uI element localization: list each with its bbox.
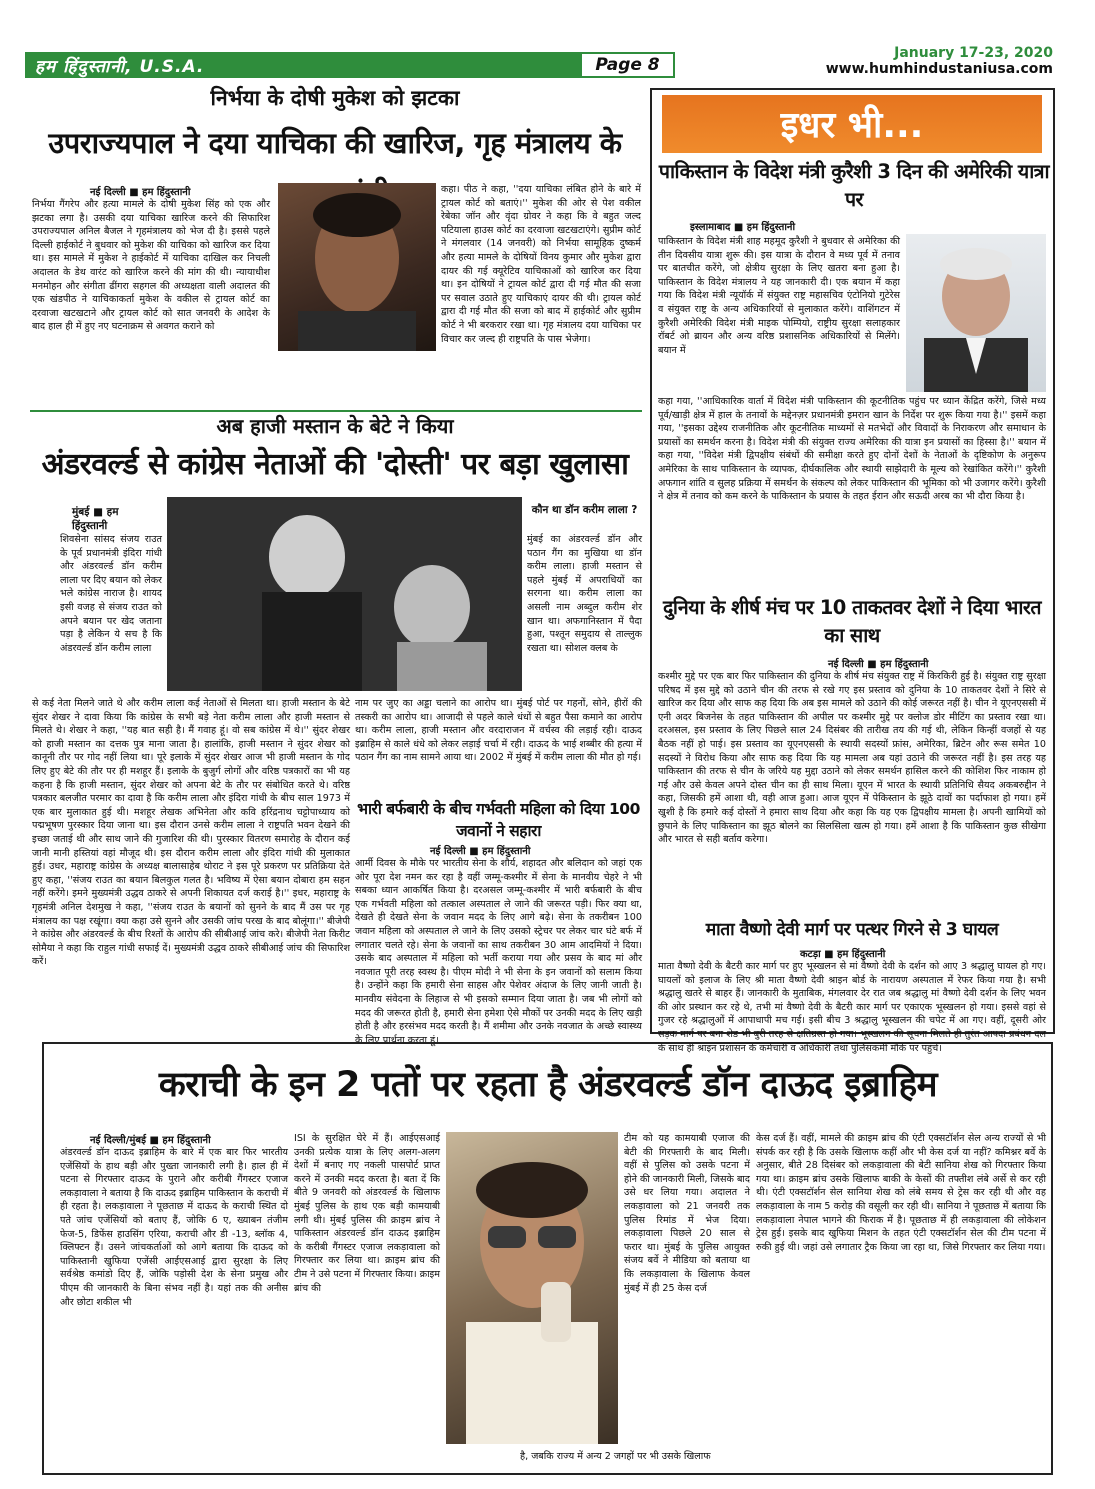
right-story1-byline: इस्लामाबाद ■ हम हिंदुस्तानी	[690, 222, 796, 233]
story3-headline: भारी बर्फबारी के बीच गर्भवती महिला को दिया 100 जवानों ने सहारा	[357, 800, 640, 840]
right-story3-byline: कटड़ा ■ हम हिंदुस्तानी	[800, 949, 886, 960]
masthead-bar	[25, 52, 660, 78]
bottom-col1: अंडरवर्ल्ड डॉन दाऊद इब्राहिम के बारे में एक बार फिर भारतीय एजेंसियों के हाथ बड़ी और पुख्ता जानकारी लगी है। हाल ही में पटना से गिरफ्तार दाऊद के पुराने और करीबी गैंगस्टर एजाज लकड़ावाला ने बताया है कि दाऊद इब्राहिम पाकिस्तान के कराची में ही रहता है। लकड़ावाला ने पूछताछ में दाऊद के कराची स्थित दो पते जांच एजेंसियों को बताए हैं, जोकि 6 ए, ख्याबन तंजीम फेज-5, डिफेंस हाउसिंग एरिया, कराची और डी -13, ब्लॉक 4, क्लिफ्टन हैं। उसने जांचकर्ताओं को आगे बताया कि दाऊद को पाकिस्तानी खुफिया एजेंसी आईएसआई द्वारा सुरक्षा के लिए सर्वश्रेष्ठ कमांडो दिए हैं, जोकि पड़ोसी देश के सेना प्रमुख और पीएम की जानकारी के बिना संभव नहीं है। यहां तक की अनीस और छोटा शकील भी	[60, 1147, 288, 1308]
right-story1-cont: कहा गया, ''आधिकारिक वार्ता में विदेश मंत्री पाकिस्तान की कूटनीतिक पहुंच पर ध्यान केंद्रित करेंगे, जिसे मध्य पूर्व/खाड़ी क्षेत्र में हाल के तनावों के मद्देनज़र प्रधानमंत्री इमरान खान के निर्देश पर शुरू किया गया है।'' इसमें कहा गया, ''इसका उद्देश्य राजनीतिक और कूटनीतिक माध्यमों से मतभेदों और विवादों के निराकरण और समाधान के प्रयासों का समर्थन करना है। विदेश मंत्री की संयुक्त राज्य अमेरिका की यात्रा इन प्रयासों का हिस्सा है।'' बयान में कहा गया, ''विदेश मंत्री द्विपक्षीय संबंधों की समीक्षा करते हुए दोनों देशों के नेताओं के दृष्टिकोण के अनुरूप अमेरिका के साथ पाकिस्तान के व्यापक, दीर्घकालिक और स्थायी साझेदारी के मूल्य को रेखांकित करेंगे।'' कुरैशी अफगान शांति व सुलह प्रक्रिया में समर्थन के संकल्प को लेकर पाकिस्तान की भूमिका को भी उजागर करेंगे। कुरैशी ने क्षेत्र में तनाव को कम करने के पाकिस्तान के प्रयास के तहत ईरान और सऊदी अरब का भी दौरा किया है।	[658, 396, 1046, 503]
story3-text: आर्मी दिवस के मौके पर भारतीय सेना के शौर्य, शहादत और बलिदान को जहां एक ओर पूरा देश नमन कर रहा है वहीं जम्मू-कश्मीर में सेना के मानवीय चेहरे ने भी सबका ध्यान आकर्षित किया है। दरअसल जम्मू-कश्मीर में भारी बर्फबारी के बीच एक गर्भवती महिला को तत्काल अस्पताल ले जाने की जरूरत पड़ी। फिर क्या था, देखते ही देखते सेना के जवान मदद के लिए आगे बढ़े। सेना के तकरीबन 100 जवान महिला को अस्पताल ले जाने के लिए उसको स्ट्रेचर पर लेकर चार घंटे बर्फ में लगातार चलते रहे। सेना के जवानों का साथ तकरीबन 30 आम आदमियों ने दिया। उसके बाद अस्पताल में महिला को भर्ती कराया गया और प्रसव के बाद मां और नवजात पूरी तरह स्वस्थ है। पीएम मोदी ने भी सेना के इन जवानों को सलाम किया है। उन्होंने कहा कि हमारी सेना साहस और पेशेवर अंदाज के लिए जानी जाती है। मानवीय संवेदना के लिहाज से भी इसको सम्मान दिया जाता है। जब भी लोगों को मदद की जरूरत होती है, हमारी सेना हमेशा ऐसे मौकों पर उनकी मदद के लिए खड़ी होती है और हरसंभव मदद करती है। मैं शमीमा और उनके नवजात के अच्छे स्वास्थ्य के लिए प्रार्थना करता हूं।	[355, 858, 642, 1046]
bottom-byline: नई दिल्ली/मुंबई ■ हम हिंदुस्तानी	[90, 1135, 211, 1146]
ribbon-title: इधर भी...	[780, 105, 924, 146]
right-story1-col: पाकिस्तान के विदेश मंत्री शाह महमूद कुरैशी ने बुधवार से अमेरिका की तीन दिवसीय यात्रा शुरू की। इस यात्रा के दौरान वे मध्य पूर्व में तनाव पर बातचीत करेंगे, जो क्षेत्रीय सुरक्षा के लिए खतरा बना हुआ है। पाकिस्तान के विदेश मंत्रालय ने यह जानकारी दी। एक बयान में कहा गया कि विदेश मंत्री न्यूयॉर्क में संयुक्त राष्ट्र महासचिव एंटोनियो गुटेरेस व संयुक्त राष्ट्र के अन्य अधिकारियों से मुलाकात करेंगे। वाशिंगटन में कुरैशी अमेरिकी विदेश मंत्री माइक पोम्पियो, राष्ट्रीय सुरक्षा सलाहकार रॉबर्ट ओ ब्रायन और अन्य वरिष्ठ प्रशासनिक अधिकारियों से मिलेंगे। बयान में	[658, 236, 900, 356]
bottom-col3: टीम को यह कामयाबी एजाज की बेटी की गिरफ्तारी के बाद मिली। वहीं से पुलिस को उसके पटना में होने की जानकारी मिली, जिसके बाद उसे धर लिया गया। अदालत ने लकड़ावाला को 21 जनवरी तक पुलिस रिमांड में भेज दिया। लकड़ावाला पिछले 20 साल से फरार था। मुंबई के पुलिस आयुक्त संजय बर्वे ने मीडिया को बताया था कि लकड़ावाला के खिलाफ केवल मुंबई में ही 25 केस दर्ज	[624, 1133, 750, 1294]
story2-byline: मुंबई ■ हम हिंदुस्तानी	[72, 506, 119, 532]
sidebar-title: कौन था डॉन करीम लाला ?	[531, 504, 638, 516]
right-story2-text: कश्मीर मुद्दे पर एक बार फिर पाकिस्तान की दुनिया के शीर्ष मंच संयुक्त राष्ट्र में किरकिरी हुई है। संयुक्त राष्ट्र सुरक्षा परिषद में इस मुद्दे को उठाने चीन की तरफ से रखे गए इस प्रस्ताव को दुनिया के 10 ताकतवर देशों ने सिरे से खारिज कर दिया और साफ कह दिया कि अब इस मामले को उठाने की कोई जरूरत नहीं है। चीन ने यूएनएससी में एनी अदर बिजनेस के तहत पाकिस्तान की अपील पर कश्मीर मुद्दे पर क्लोज डोर मीटिंग का प्रस्ताव रखा था। दरअसल, इस प्रस्ताव के लिए पिछले साल 24 दिसंबर की तारीख तय की गई थी, लेकिन किन्हीं वजहों से यह बैठक नहीं हो पाई। इस प्रस्ताव का यूएनएससी के स्थायी सदस्यों फ्रांस, अमेरिका, ब्रिटेन और रूस समेत 10 सदस्यों ने विरोध किया और साफ कह दिया कि यह मामला अब यहां उठाने की जरूरत नहीं है। इस तरह यह पाकिस्तान की तरफ से चीन के जरिये यह मुद्दा उठाने को लेकर समर्थन हासिल करने की कोशिश फिर नाकाम हो गई और उसे केवल अपने दोस्त चीन का ही साथ मिला। यूएन में भारत के स्थायी प्रतिनिधि सैयद अकबरुद्दीन ने कहा, जिसकी हमें आशा थी, वही आज हुआ। आज यूएन में पेकिस्तान के झूठे दावों का पर्दाफाश हो गया। हमें खुशी है कि हमारे कई दोस्तों ने हमारा साथ दिया और कहा कि यह एक द्विपक्षीय मामला है। अपनी खामियों को छुपाने के लिए पाकिस्तान का झूठ बोलने का सिलसिला खत्म हो गया। हमें आशा है कि पाकिस्तान कुछ सीखेगा और भारत से सही बर्ताव करेगा।	[658, 671, 1046, 846]
story2-col1: शिवसेना सांसद संजय राउत के पूर्व प्रधानमंत्री इंदिरा गांधी और अंडरवर्ल्ड डॉन करीम लाला पर दिए बयान को लेकर भले कांग्रेस नाराज है। शायद इसी वजह से संजय राउत को अपने बयान पर खेद जताना पड़ा है लेकिन ये सच है कि अंडरवर्ल्ड डॉन करीम लाला	[60, 534, 162, 654]
idhar-bhi-ribbon	[662, 95, 1042, 153]
story1-kicker: निर्भया के दोषी मुकेश को झटका	[210, 86, 460, 110]
story2-cont: नाम पर जुए का अड्डा चलाने का आरोप था। मुंबई पोर्ट पर गहनों, सोने, हीरों की तस्करी का आरोप था। आजादी से पहले काले धंधों से बहुत पैसा कमाने का आरोप था। करीम लाला, हाजी मस्तान और वरदाराजन में वर्चस्व की लड़ाई रही। दाऊद इब्राहिम से काले धंधे को लेकर लड़ाई चर्चा में रही। दाऊद के भाई शब्बीर की हत्या में पठान गैंग का नाम सामने आया था। 2002 में मुंबई में करीम लाला की मौत हो गई।	[355, 698, 642, 764]
right-story1-headline: पाकिस्तान के विदेश मंत्री कुरैशी 3 दिन की अमेरिकी यात्रा पर	[658, 160, 1050, 211]
right-story3-headline: माता वैष्णो देवी मार्ग पर पत्थर गिरने से 3 घायल	[705, 920, 999, 940]
bottom-col4: केस दर्ज हैं। वहीं, मामले की क्राइम ब्रांच की एंटी एक्सटॉर्शन सेल अन्य राज्यों से भी संपर्क कर रही है कि उसके खिलाफ कहीं और भी केस दर्ज या नहीं? कमिश्नर बर्वे के अनुसार, बीते 28 दिसंबर को लकड़ावाला की बेटी सानिया शेख को गिरफ्तार किया गया था। क्राइम ब्रांच उसके खिलाफ बाकी के केसों की तफ्तीश लंबे अर्से से कर रही थी। एंटी एक्सटॉर्शन सेल सानिया शेख को लंबे समय से ट्रेस कर रही थी और वह लकड़ावाला के नाम 5 करोड़ की वसूली कर रही थी। सानिया ने पूछताछ में बताया कि लकड़ावाला नेपाल भागने की फिराक में है। पूछताछ में ही लकड़ावाला की लोकेशन ट्रेस हुई। इसके बाद खुफिया मिशन के तहत एंटी एक्सटॉर्शन सेल की टीम पटना में रुकी हुई थी। जहां उसे लगातार ट्रैक किया जा रहा था, जिसे गिरफ्तार कर लिया गया।	[756, 1133, 1046, 1253]
story1-byline: नई दिल्ली ■ हम हिंदुस्तानी	[90, 187, 191, 198]
story1-headline: उपराज्यपाल ने दया याचिका की खारिज, गृह मंत्रालय के	[48, 126, 622, 160]
story1-col1: निर्भया गैंगरेप और हत्या मामले के दोषी मुकेश सिंह को एक और झटका लगा है। उसकी दया याचिका खारिज करने की सिफारिश उपराज्यपाल अनिल बैजल ने गृहमंत्रालय को भेज दी है। इससे पहले दिल्ली हाईकोर्ट ने बुधवार को मुकेश की याचिका को खारिज कर दिया था। इस मामले में मुकेश ने हाईकोर्ट में याचिका दाखिल कर निचली अदालत के डेथ वारंट को खारिज करने की मांग की थी। न्यायाधीश मनमोहन और संगीता ढींगरा सहगल की अध्यक्षता वाली अदालत की एक खंडपीठ ने याचिकाकर्ता मुकेश के वकील से ट्रायल कोर्ट का दरवाजा खटखटाने और ट्रायल कोर्ट को सात जनवरी के आदेश के बाद हाल ही में हुए नए घटनाक्रम से अवगत कराने को	[32, 199, 270, 333]
issue-date: January 17-23, 2020	[894, 45, 1053, 61]
bottom-headline: कराची के इन 2 पतों पर रहता है अंडरवर्ल्ड डॉन दाऊद इब्राहिम	[158, 1065, 938, 1105]
page-number: Page 8	[580, 52, 675, 78]
mugshot-image	[278, 183, 436, 351]
right-story2-headline: दुनिया के शीर्ष मंच पर 10 ताकतवर देशों ने दिया भारत का साथ	[663, 596, 1041, 647]
dateline	[826, 45, 1053, 77]
website-link[interactable]: www.humhindustaniusa.com	[825, 61, 1053, 77]
sidebar-text: मुंबई का अंडरवर्ल्ड डॉन और पठान गैंग का मुखिया था डॉन करीम लाला। हाजी मस्तान से पहले मुंबई में अपराधियों का सरगना था। करीम लाला का असली नाम अब्दुल करीम शेर खान था। अफगानिस्तान में पैदा हुआ, पश्तून समुदाय से ताल्लुक रखता था। सोशल क्लब के	[527, 534, 642, 654]
right-story2-byline: नई दिल्ली ■ हम हिंदुस्तानी	[828, 659, 929, 670]
don-photo-image	[446, 1132, 618, 1444]
minister-portrait-image	[906, 234, 1046, 392]
story2-photo	[167, 497, 522, 691]
qureshi-photo	[906, 234, 1046, 392]
story1-photo	[278, 183, 436, 351]
story2-main: से कई नेता मिलने जाते थे और करीम लाला कई नेताओं से मिलता था। हाजी मस्तान के बेटे सुंदर शेखर ने दावा किया कि कांग्रेस के सभी बड़े नेता करीम लाला और हाजी मस्तान से मिलते थे। शेखर ने कहा, ''यह बात सही है। मैं गवाह हूं। वो सब कांग्रेस में थे।'' सुंदर शेखर को हाजी मस्तान का दत्तक पुत्र माना जाता है। हालांकि, हाजी मस्तान ने सुंदर शेखर को कानूनी तौर पर गोद नहीं लिया था। पूरे इलाके में सुंदर शेखर आज भी हाजी मस्तान के गोद लिए हुए बेटे की तौर पर ही मशहूर हैं। इलाके के बुजुर्ग लोगों और वरिष्ठ पत्रकारों का भी यह कहना है कि हाजी मस्तान, सुंदर शेखर को अपना बेटे के तौर पर संबोधित करते थे। वरिष्ठ पत्रकार बलजीत परमार का दावा है कि करीम लाला और इंदिरा गांधी के बीच साल 1973 में एक बार मुलाकात हुई थी। मशहूर लेखक अभिनेता और कवि हरिंद्रनाथ चट्टोपाध्याय को पद्मभूषण पुरस्कार दिया जाना था। इस दौरान उनसे करीम लाला ने राष्ट्रपति भवन देखने की इच्छा जताई थी और साथ जाने की गुजारिश की थी। पुरस्कार वितरण समारोह के दौरान कई जानी मानी हस्तियां वहां मौजूद थी। इस दौरान करीम लाला और इंदिरा गांधी की मुलाकात हुई। उधर, महाराष्ट्र कांग्रेस के अध्यक्ष बालासाहेब थोराट ने इस पूरे प्रकरण पर प्रतिक्रिया देते हुए कहा, ''संजय राउत का बयान बिलकुल गलत है। भविष्य में ऐसा बयान दोबारा हम सहन नहीं करेंगे। इमने मुख्यमंत्री उद्धव ठाकरे से अपनी शिकायत दर्ज कराई है।'' इधर, महाराष्ट्र के गृहमंत्री अनिल देशमुख ने कहा, ''संजय राउत के बयानों को सुनने के बाद मैं उस पर गृह मंत्रालय का पक्ष रखूंगा। क्या कहा उसे सुनने और उसकी जांच परख के बाद बोलूंगा।'' बीजेपी ने कांग्रेस और अंडरवर्ल्ड के बीच रिश्तों के आरोप की सीबीआई जांच करे। बीजेपी नेता किरीट सोमैया ने कहा कि राहुल गांधी सफाई दें। मुख्यमंत्री उद्धव ठाकरे सीबीआई जांच की सिफारिश करें।	[32, 698, 350, 968]
newspaper-title: हम हिंदुस्तानी, U.S.A.	[35, 57, 205, 77]
story2-kicker: अब हाजी मस्तान के बेटे ने किया	[216, 414, 454, 438]
story1-col2: कहा। पीठ ने कहा, ''दया याचिका लंबित होने के बारे में ट्रायल कोर्ट को बताएं।'' मुकेश की ओर से पेश वकील रेबेका जॉन और वृंदा ग्रोवर ने कहा कि वे बहुत जल्द पटियाला हाउस कोर्ट का दरवाजा खटखटाएंगे। सुप्रीम कोर्ट ने मंगलवार (14 जनवरी) को निर्भया सामूहिक दुष्कर्म और हत्या मामले के दोषियों विनय कुमार और मुकेश द्वारा दायर की गई क्यूरेटिव याचिकाओं को खारिज कर दिया था। इन दोषियों ने ट्रायल कोर्ट द्वारा दी गई मौत की सजा पर सवाल उठाते हुए याचिकाएं दायर की थी। ट्रायल कोर्ट द्वारा दी गई मौत की सजा को बाद में हाईकोर्ट और सुप्रीम कोर्ट ने भी बरकरार रखा था। गृह मंत्रालय दया याचिका पर विचार कर जल्द ही राष्ट्रपति के पास भेजेगा।	[441, 184, 641, 345]
story2-headline: अंडरवर्ल्ड से कांग्रेस नेताओं की 'दोस्ती' पर बड़ा खुलासा	[41, 447, 629, 482]
dawood-photo	[446, 1132, 618, 1444]
bottom-col2: ISI के सुरक्षित घेरे में हैं। आईएसआई उनकी प्रत्येक यात्रा के लिए अलग-अलग देशों में बनाए गए नकली पासपोर्ट प्राप्त करने में उनकी मदद करता है। बता दें कि बीते 9 जनवरी को अंडरवर्ल्ड के खिलाफ मुंबई पुलिस के हाथ एक बड़ी कामयाबी लगी थी। मुंबई पुलिस की क्राइम ब्रांच ने पाकिस्तान अंडरवर्ल्ड डॉन दाऊद इब्राहिम के करीबी गैंगस्टर एजाज लकड़ावाला को गिरफ्तार कर लिया था। क्राइम ब्रांच की टीम ने उसे पटना में गिरफ्तार किया। क्राइम ब्रांच की	[294, 1133, 440, 1294]
archival-photo-image	[167, 497, 522, 691]
story3-byline: नई दिल्ली ■ हम हिंदुस्तानी	[430, 846, 531, 857]
bottom-tail: है, जबकि राज्य में अन्य 2 जगहों पर भी उसके खिलाफ	[520, 1451, 711, 1462]
right-story3-text: माता वैष्णो देवी के बैटरी कार मार्ग पर हुए भूस्खलन से मां वैष्णो देवी के दर्शन को आए 3 श्रद्धालु घायल हो गए। घायलों को इलाज के लिए श्री माता वैष्णो देवी श्राइन बोर्ड के नारायण अस्पताल में रेफर किया गया है। सभी श्रद्धालु खतरे से बाहर हैं। जानकारी के मुताबिक, मंगलवार देर रात जब श्रद्धालु मां वैष्णो देवी दर्शन के लिए भवन की ओर प्रस्थान कर रहे थे, तभी मां वैष्णो देवी के बैटरी कार मार्ग पर एकाएक भूस्खलन हो गया। इससे वहां से गुजर रहे श्रद्धालुओं में आपाधापी मच गई। इसी बीच 3 श्रद्धालु भूस्खलन की चपेट में आ गए। वहीं, दूसरी ओर सड़क मार्ग पर बना शेड भी बुरी तरह से क्षतिग्रस्त हो गया। भूस्खलन की सूचना मिलते ही तुरंत आपदा प्रबंधन दल के साथ ही श्राइन प्रशासन के कर्मचारी व अधिकारी तथा पुलिसकर्मी मौके पर पहुंचे।	[658, 961, 1046, 1054]
